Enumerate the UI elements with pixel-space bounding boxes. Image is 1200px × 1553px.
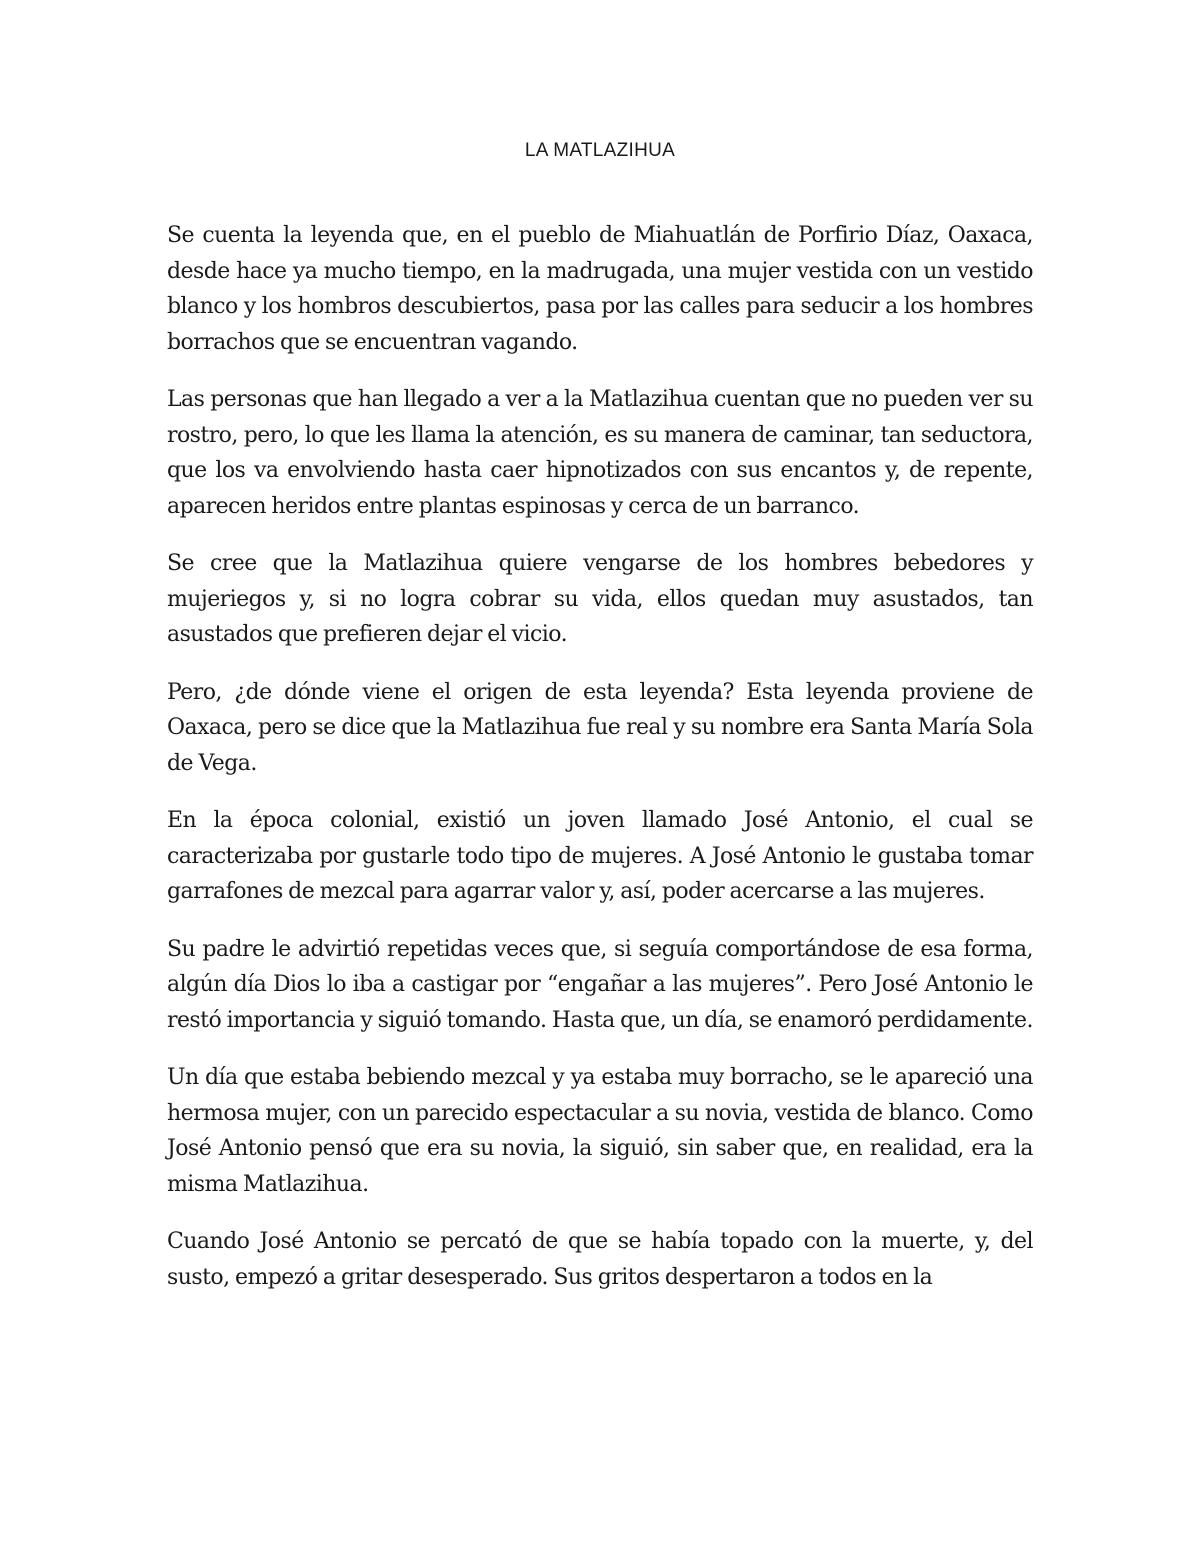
document-title: LA MATLAZIHUA — [524, 140, 676, 161]
paragraph-3: Se cree que la Matlazihua quiere vengarse de los hombres bebedores y mujeriegos y, si no logra cobrar su vida, ellos quedan muy asustados, tan asustados que prefieren dejar el vicio. — [167, 551, 1033, 647]
paragraph-2: Las personas que han llegado a ver a la Matlazihua cuentan que no pueden ver su rostro, pero, lo que les llama la atención, es su manera de caminar, tan seductora, que los va envolviendo hasta caer hipnotizados con sus encantos y, de repente, aparecen heridos entre plantas espinosas y cerca de un barranco. — [167, 387, 1033, 519]
paragraph-8: Cuando José Antonio se percató de que se había topado con la muerte, y, del susto, empezó a gritar desesperado. Sus gritos despertaron a todos en la — [167, 1229, 1033, 1290]
paragraph-1: Se cuenta la leyenda que, en el pueblo de Miahuatlán de Porfirio Díaz, Oaxaca, desde hace ya mucho tiempo, en la madrugada, una mujer vestida con un vestido blanco y los hombros descubiertos, pasa por las calles para seducir a los hombres borrachos que se encuentran vagando. — [167, 223, 1033, 355]
paragraph-5: En la época colonial, existió un joven llamado José Antonio, el cual se caracterizaba por gustarle todo tipo de mujeres. A José Antonio le gustaba tomar garrafones de mezcal para agarrar valor y, así, poder acercarse a las mujeres. — [167, 808, 1033, 904]
document-body — [167, 218, 1033, 1317]
paragraph-7: Un día que estaba bebiendo mezcal y ya estaba muy borracho, se le apareció una hermosa mujer, con un parecido espectacular a su novia, vestida de blanco. Como José Antonio pensó que era su novia, la siguió, sin saber que, en realidad, era la misma Matlazihua. — [167, 1065, 1033, 1197]
paragraph-4: Pero, ¿de dónde viene el origen de esta leyenda? Esta leyenda proviene de Oaxaca, pero se dice que la Matlazihua fue real y su nombre era Santa María Sola de Vega. — [167, 679, 1033, 776]
paragraph-6: Su padre le advirtió repetidas veces que, si seguía comportándose de esa forma, algún día Dios lo iba a castigar por “engañar a las mujeres”. Pero José Antonio le restó importancia y siguió tomando. Hasta que, un día, se enamoró perdidamente. — [167, 936, 1033, 1033]
